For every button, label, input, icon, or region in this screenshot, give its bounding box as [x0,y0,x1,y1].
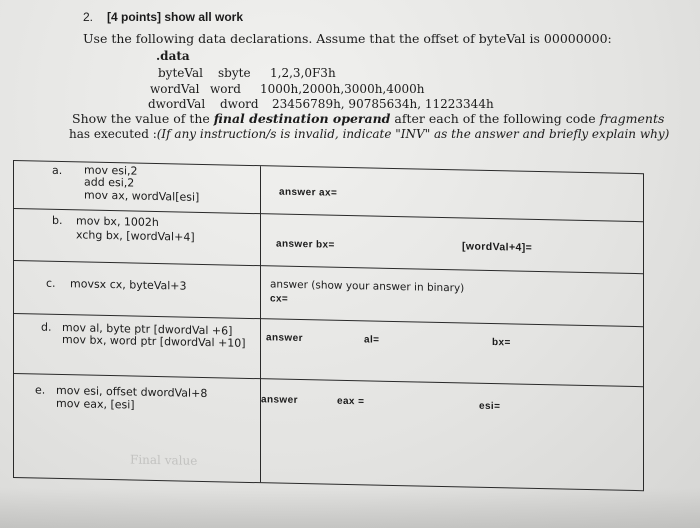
row-a-code-2: add esi,2 [84,175,135,190]
row-d-answer-3: bx= [492,337,511,349]
row-b-code-2: xchg bx, [wordVal+4] [76,228,195,244]
row-d-code-2: mov bx, word ptr [dwordVal +10] [62,333,246,350]
row-a-code-3: mov ax, wordVal[esi] [84,188,200,204]
row-a-code-1: mov esi,2 [84,163,138,178]
row-d-code-1: mov al, byte ptr [dwordVal +6] [62,321,233,338]
decl-type: dword [220,97,259,111]
row-a-label: a. [52,163,63,178]
instruction-line-1 [72,111,664,126]
row-c-code-1: movsx cx, byteVal+3 [70,277,187,293]
decl-values: 1,2,3,0F3h [270,66,336,80]
row-e-answer-3: esi= [479,400,501,413]
decl-name: dwordVal [148,97,206,111]
row-a-answer: answer ax= [279,186,338,199]
declaration-dwordval [148,97,494,111]
decl-name: byteVal [158,66,203,80]
instr-text: after each of the following code [390,111,600,126]
row-d-answer: answer [266,332,303,345]
row-c-label: c. [46,276,56,290]
row-b-code-1: mov bx, 1002h [76,214,159,230]
declaration-wordval [150,82,425,96]
question-number: 2. [83,10,94,24]
declaration-byteval [158,66,336,80]
instr-italic: (If any instruction/s is invalid, indicate "INV" as the answer and briefly explain why) [156,127,670,141]
row-e-answer-2: eax = [337,395,365,408]
answer-table [13,160,644,491]
faint-handwriting: Final value [130,452,198,468]
row-e-answer: answer [261,394,298,406]
row-c-answer: answer (show your answer in binary) [270,278,465,295]
row-d-answer-2: al= [364,334,380,346]
row-b-answer: answer bx= [276,238,335,251]
decl-values: 1000h,2000h,3000h,4000h [260,82,425,96]
instruction-line-2 [69,127,669,141]
row-e-code-2: mov eax, [esi] [56,396,135,412]
row-d-label: d. [41,320,52,334]
row-c-answer-2: cx= [270,293,289,305]
decl-type: word [210,82,241,96]
row-b-answer-2: [wordVal+4]= [462,240,533,254]
bottom-shadow [0,488,700,528]
instr-emphasis: final destination operand [213,111,391,126]
decl-name: wordVal [150,82,200,96]
row-e-code-1: mov esi, offset dwordVal+8 [56,383,208,401]
instr-italic: fragments [599,111,665,126]
data-section-label: .data [156,49,190,63]
decl-type: sbyte [218,66,251,80]
row-e-label: e. [35,383,46,397]
question-title: [4 points] show all work [107,10,244,24]
decl-values: 23456789h, 90785634h, 11223344h [272,97,494,111]
instr-text: Show the value of the [72,111,214,126]
row-b-label: b. [52,213,63,228]
intro-text: Use the following data declarations. Assume that the offset of byteVal is 00000000: [83,31,612,46]
row-divider [14,260,643,274]
instr-text: has executed : [69,127,157,141]
